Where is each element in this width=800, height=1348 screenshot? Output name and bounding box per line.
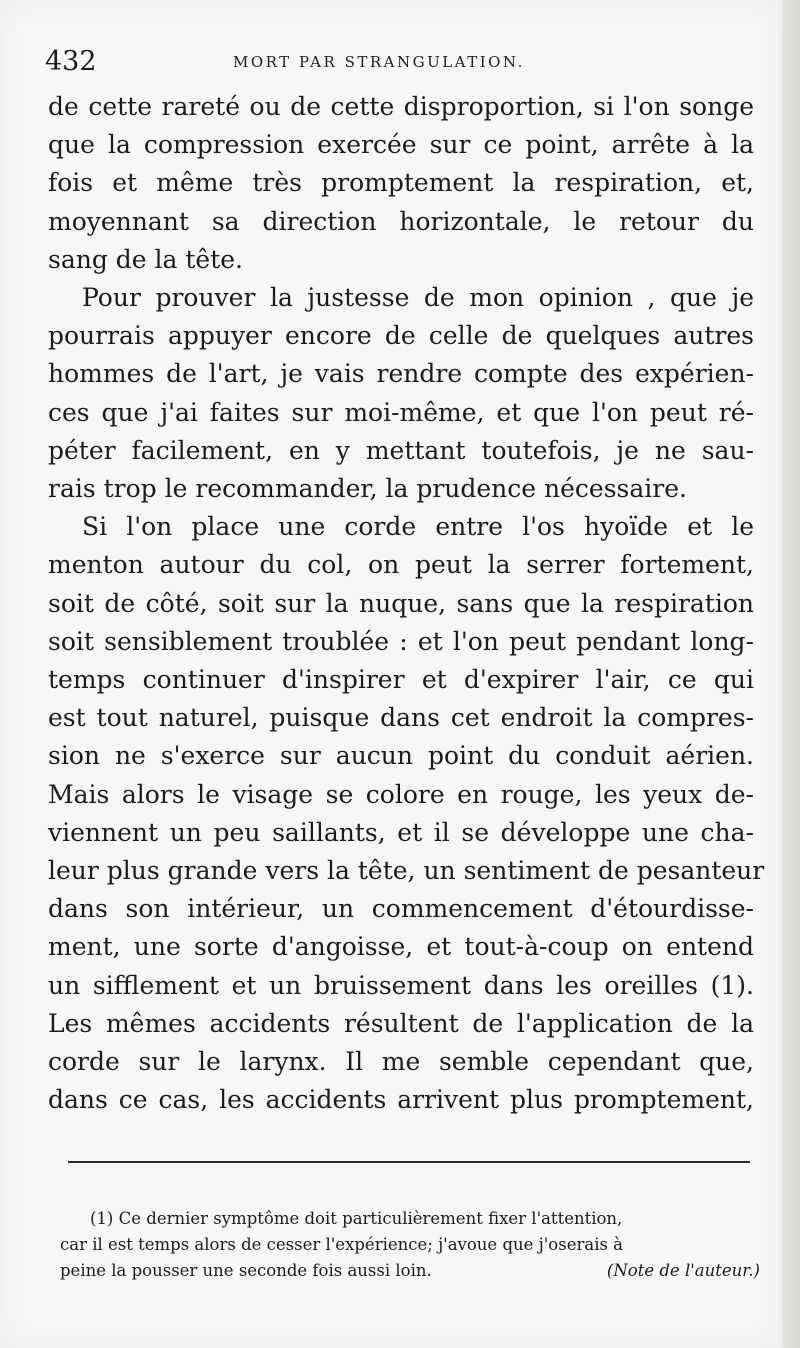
text-line: Pour prouver la justesse de mon opinion , que je xyxy=(82,283,754,313)
text-line: que la compression exercée sur ce point, arrête à la xyxy=(48,130,754,160)
text-line: soit de côté, soit sur la nuque, sans que la respiration xyxy=(48,588,754,618)
text-line: corde sur le larynx. Il me semble cependant que, xyxy=(48,1047,754,1077)
text-line: viennent un peu saillants, et il se développe une cha- xyxy=(48,817,754,847)
text-line: un sifflement et un bruissement dans les oreilles (1). xyxy=(48,970,754,1000)
text-line: Si l'on place une corde entre l'os hyoïde et le xyxy=(82,512,754,542)
author-note: (Note de l'auteur.) xyxy=(606,1261,760,1280)
text-line: ment, une sorte d'angoisse, et tout-à-coup on entend xyxy=(48,932,754,962)
footnote-line-text: peine la pousser une seconde fois aussi loin. xyxy=(60,1261,432,1280)
text-line: temps continuer d'inspirer et d'expirer l'air, ce qui xyxy=(48,665,754,695)
text-line: dans ce cas, les accidents arrivent plus promptement, xyxy=(48,1085,754,1115)
text-line: moyennant sa direction horizontale, le retour du xyxy=(48,206,754,236)
text-line: fois et même très promptement la respiration, et, xyxy=(48,168,754,198)
text-line: sion ne s'exerce sur aucun point du conduit aérien. xyxy=(48,741,754,771)
page-number: 432 xyxy=(45,46,97,77)
text-line: menton autour du col, on peut la serrer fortement, xyxy=(48,550,754,580)
text-line: rais trop le recommander, la prudence nécessaire. xyxy=(48,474,687,504)
text-line: pourrais appuyer encore de celle de quelques autres xyxy=(48,321,754,351)
text-line: péter facilement, en y mettant toutefois, je ne sau- xyxy=(48,435,754,465)
footnote-divider xyxy=(68,1161,750,1163)
page-header xyxy=(45,44,745,80)
text-line: leur plus grande vers la tête, un sentiment de pesanteur xyxy=(48,856,765,886)
running-title: MORT PAR STRANGULATION. xyxy=(233,53,525,71)
footnote xyxy=(60,1206,760,1284)
text-line: dans son intérieur, un commencement d'étourdisse- xyxy=(48,894,754,924)
text-line: ces que j'ai faites sur moi-même, et que l'on peut ré- xyxy=(48,397,754,427)
text-line: sang de la tête. xyxy=(48,244,244,274)
footnote-line: (1) Ce dernier symptôme doit particulièrement fixer l'attention, xyxy=(90,1209,623,1228)
text-line: est tout naturel, puisque dans cet endroit la compres- xyxy=(48,703,754,733)
text-line: soit sensiblement troublée : et l'on peut pendant long- xyxy=(48,626,754,656)
text-line: Mais alors le visage se colore en rouge, les yeux de- xyxy=(48,779,754,809)
text-line: de cette rareté ou de cette disproportion, si l'on songe xyxy=(48,92,754,121)
main-text xyxy=(48,88,765,1119)
footnote-line xyxy=(60,1258,760,1284)
page-edge xyxy=(782,0,800,1348)
text-line: hommes de l'art, je vais rendre compte des expérien- xyxy=(48,359,754,389)
footnote-line: car il est temps alors de cesser l'expérience; j'avoue que j'oserais à xyxy=(60,1235,624,1254)
text-line: Les mêmes accidents résultent de l'application de la xyxy=(48,1008,754,1038)
